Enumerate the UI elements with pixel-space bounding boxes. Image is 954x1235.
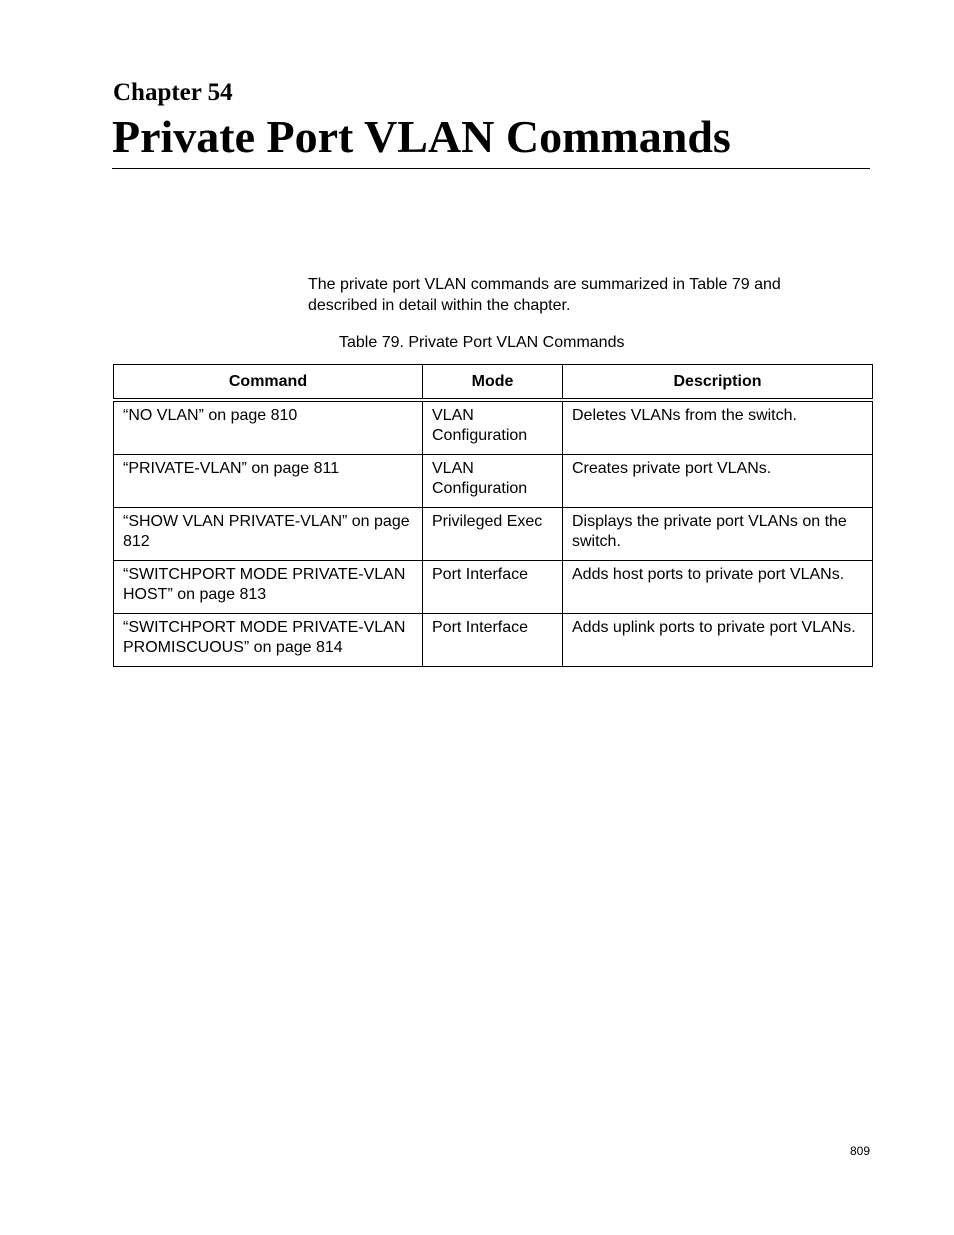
- chapter-label: Chapter 54: [113, 79, 233, 106]
- table-row: [114, 455, 873, 508]
- command-cell[interactable]: “SWITCHPORT MODE PRIVATE-VLAN PROMISCUOUS” on page 814: [114, 614, 423, 667]
- command-cell[interactable]: “NO VLAN” on page 810: [114, 400, 423, 455]
- description-cell: Deletes VLANs from the switch.: [563, 400, 873, 455]
- page-title: Private Port VLAN Commands: [112, 111, 731, 162]
- intro-paragraph: [308, 274, 848, 316]
- intro-text: The private port VLAN commands are summarized in Table 79 and described in detail within the chapter.: [308, 276, 781, 314]
- column-header-mode: Mode: [423, 365, 563, 401]
- table-row: [114, 508, 873, 561]
- mode-cell: VLAN Configuration: [423, 400, 563, 455]
- description-cell: Creates private port VLANs.: [563, 455, 873, 508]
- title-divider: [112, 168, 870, 169]
- command-cell[interactable]: “SHOW VLAN PRIVATE-VLAN” on page 812: [114, 508, 423, 561]
- mode-cell: Port Interface: [423, 561, 563, 614]
- mode-cell: Privileged Exec: [423, 508, 563, 561]
- table-caption: Table 79. Private Port VLAN Commands: [339, 334, 625, 351]
- description-cell: Adds uplink ports to private port VLANs.: [563, 614, 873, 667]
- mode-cell: Port Interface: [423, 614, 563, 667]
- table-header-row: [114, 365, 873, 401]
- mode-cell: VLAN Configuration: [423, 455, 563, 508]
- table-row: [114, 614, 873, 667]
- description-cell: Displays the private port VLANs on the switch.: [563, 508, 873, 561]
- command-cell[interactable]: “SWITCHPORT MODE PRIVATE-VLAN HOST” on page 813: [114, 561, 423, 614]
- table-row: [114, 400, 873, 455]
- table-row: [114, 561, 873, 614]
- column-header-description: Description: [563, 365, 873, 401]
- description-cell: Adds host ports to private port VLANs.: [563, 561, 873, 614]
- command-cell[interactable]: “PRIVATE-VLAN” on page 811: [114, 455, 423, 508]
- commands-table: [113, 364, 873, 667]
- page-number: 809: [850, 1144, 871, 1158]
- column-header-command: Command: [114, 365, 423, 401]
